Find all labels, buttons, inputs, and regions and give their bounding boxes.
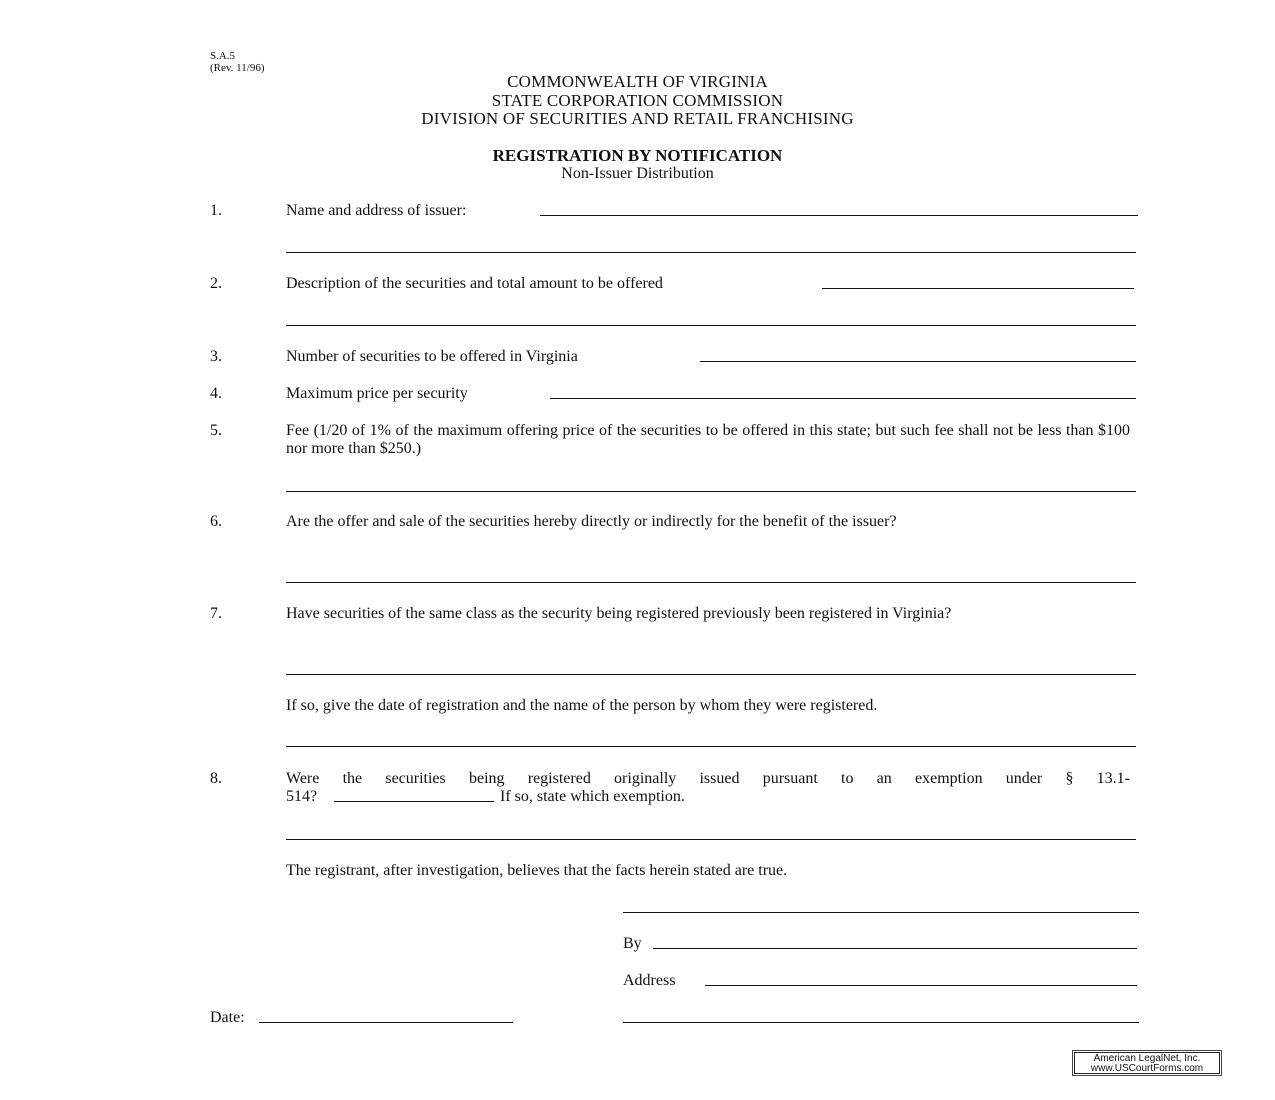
registrant-name-field[interactable] <box>623 898 1139 913</box>
item-8-followup-label: If so, state which exemption. <box>500 788 685 805</box>
attestation-text: The registrant, after investigation, believes that the facts herein stated are true. <box>286 862 788 879</box>
virginia-securities-count-field[interactable] <box>700 347 1136 362</box>
max-price-field[interactable] <box>550 384 1136 399</box>
form-title: REGISTRATION BY NOTIFICATION <box>492 146 783 165</box>
benefit-of-issuer-field[interactable] <box>286 568 1136 583</box>
address-label: Address <box>623 972 676 989</box>
item-number: 3. <box>210 348 222 365</box>
securities-description-continued-field[interactable] <box>286 311 1136 326</box>
securities-description-field[interactable] <box>822 274 1134 289</box>
item-number: 1. <box>210 202 222 219</box>
item-6-label: Are the offer and sale of the securities hereby directly or indirectly for the benefit of the issuer? <box>286 513 897 530</box>
item-number: 8. <box>210 770 222 787</box>
previous-registration-field[interactable] <box>286 660 1136 675</box>
item-8-label-cont: 514? <box>286 788 318 805</box>
item-number: 4. <box>210 385 222 402</box>
issuer-address-field[interactable] <box>286 238 1136 253</box>
item-1-label: Name and address of issuer: <box>286 202 467 219</box>
item-2-label: Description of the securities and total amount to be offered <box>286 275 663 292</box>
header-commonwealth: COMMONWEALTH OF VIRGINIA <box>507 72 768 91</box>
item-number: 7. <box>210 605 222 622</box>
date-label: Date: <box>210 1009 245 1026</box>
header-division: DIVISION OF SECURITIES AND RETAIL FRANCHISING <box>421 109 854 128</box>
item-number: 5. <box>210 422 222 439</box>
form-subtitle: Non-Issuer Distribution <box>561 165 714 182</box>
signature-address-field[interactable] <box>705 971 1137 986</box>
item-5-label: Fee (1/20 of 1% of the maximum offering price of the securities to be offered in this state; but such fee shall not be less than $100 nor more than $250.) <box>286 422 1130 457</box>
item-8-label: Were the securities being registered originally issued pursuant to an exemption under § 13.1- <box>286 770 1130 787</box>
header-commission: STATE CORPORATION COMMISSION <box>491 91 784 110</box>
by-label: By <box>623 935 642 952</box>
item-4-label: Maximum price per security <box>286 385 468 402</box>
item-7-label: Have securities of the same class as the security being registered previously been registered in Virginia? <box>286 605 952 622</box>
form-revision: (Rev. 11/96) <box>210 62 265 74</box>
date-field[interactable] <box>259 1008 513 1023</box>
publisher-url: www.USCourtForms.com <box>1090 1063 1204 1074</box>
registration-date-person-field[interactable] <box>286 732 1136 747</box>
fee-field[interactable] <box>286 477 1136 492</box>
item-3-label: Number of securities to be offered in Virginia <box>286 348 578 365</box>
form-code: S.A.5 <box>210 50 236 62</box>
publisher-stamp <box>1074 1052 1220 1074</box>
publisher-name: American LegalNet, Inc. <box>1093 1053 1201 1064</box>
signature-by-field[interactable] <box>653 934 1137 949</box>
issuer-name-field[interactable] <box>540 201 1138 216</box>
exemption-field[interactable] <box>286 825 1136 840</box>
item-number: 6. <box>210 513 222 530</box>
item-number: 2. <box>210 275 222 292</box>
item-7-followup-label: If so, give the date of registration and the name of the person by whom they were registered. <box>286 697 878 714</box>
signature-address-continued-field[interactable] <box>623 1008 1139 1023</box>
exemption-answer-field[interactable] <box>334 787 494 802</box>
